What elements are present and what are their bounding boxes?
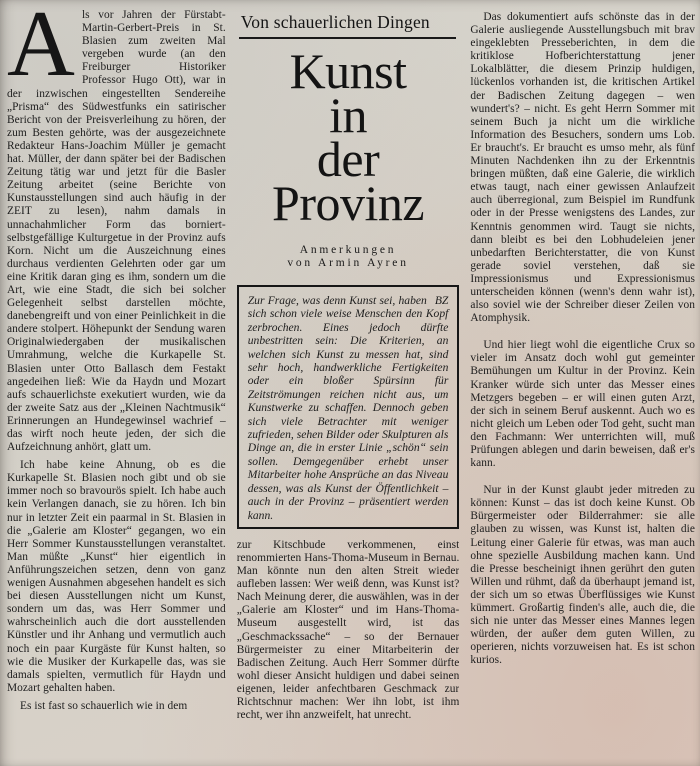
headline-line-4: Provinz (272, 175, 425, 231)
headline (237, 43, 460, 231)
byline-line-1: Anmerkungen (299, 244, 397, 256)
middle-column (237, 9, 460, 766)
paragraph: Nur in der Kunst glaubt jeder mitreden zu können: Kunst – das ist doch keine Kunst. Ob Bürgermeister oder Bilderrahmer: sie alle glauben zu wissen, was Kunst ist, halten die Leitung einer Galerie für etwas, was man auch ohne spezielle Ausbildung machen kann. Und die Presse bescheinigt ihnen gerührt den guten Willen und rühmt, daß da überhaupt jemand ist, der sich um so etwas Überflüssiges wie Kunst kümmert. Großartig finden's alle, auch die, die sich nie unter das Messer eines Mannes legen würden, der außer dem guten Willen, zu operieren, nichts vorzuweisen hat. Es ist schon kurios. (470, 484, 695, 667)
paragraph: Und hier liegt wohl die eigentliche Crux so vieler im Ansatz doch wohl gut gemeinter Bemühungen um Kultur in der Provinz. Kein Kranker würde sich unter das Messer eines Metzgers begeben – er will einen guten Arzt, der sich in seinem Beruf auskennt. Auch wo es nicht gleich um Leben oder Tod geht, sucht man den Fachmann: Wer unterrichten will, muß Prüfungen ablegen und darin beweisen, daß er's kann. (470, 339, 695, 470)
drop-cap-letter: A (7, 9, 75, 96)
editorial-note-box (237, 285, 460, 529)
paragraph-text: ls vor Jahren der Fürstabt-Martin-Gerbert-Preis in St. Blasien zum zweiten Mal vergeben wurde (an den Freiburger Historiker Professor Hugo Ott), war in der inzwischen eingestellten Sendereihe „Prisma“ des Südwestfunks ein satirischer Bericht von der Preisverleihung zu hören, der zum Besten gehörte, was der ausgezeichnete Redakteur Hans-Joachim Müller je gemacht hat. Müller, der dann später bei der Badischen Zeitung tätig war und jetzt für die Basler Zeitung arbeitet (seine Berichte von Kunstausstellungen sind auch häufig in der ZEIT zu lesen), nahm damals in unnachahmlicher Form das borniert-selbstgefällige Kulturgetue in der Provinz aufs Korn. Nicht um die Auszeichnung eines durchaus verdienten Gelehrten oder gar um eine Kritik daran ging es ihm, sondern um die Art, wie eine Stadt, die sich bei solcher Gelegenheit selbst darstellen möchte, danebengreift und von einer Peinlichkeit in die andere stolpert. Höhepunkt der Sendung waren Originalwiedergaben der musikalischen Umrahmung, welche die Kurkapelle St. Blasien unter Otto Ballasch dem Festakt angedeihen ließ: Wie da Haydn und Mozart aufs schauerlichste exekutiert wurden, wie da der zweite Satz aus der „Kleinen Nachtmusik“ Erinnerungen an Hundegewinsel wachrief – das wirft noch heute jeden, der sich die Aufzeichnung anhört, glatt um. (7, 9, 226, 454)
paragraph: Das dokumentiert aufs schönste das in der Galerie ausliegende Ausstellungsbuch mit brav eingeklebten Presseberichten, in dem die kritiklose Hofberichterstattung jener Lokalblätter, die diesem Prinzip huldigen, lückenlos vorhanden ist, die kritischen Artikel der Badischen Zeitung dagegen – wen wundert's? – nicht. Es geht Herrn Sommer mit seinem Buch ja nicht um die wirkliche Information des Besuchers, sondern ums Lob. Er braucht's. Er braucht es umso mehr, als fünf Minuten Nachdenken ihn zu der Erkenntnis bringen müßten, daß eine Galerie, die wirklich etwas taugt, nach einer gewissen Anlaufzeit auch überregional, zum Beispiel im Rundfunk oder in der Presse wenigstens des Landes, zur Kenntnis genommen wird. Taugt sie nichts, dann bleibt es bei den Lobhudeleien jener unbedarften Berichterstatter, die von Kunst gerade soviel verstehen, daß sie Impressionismus und Expressionismus unterscheiden können (wenn's denn wahr ist), also soviel wie der Schreiber dieser Zeilen von Atomphysik. (470, 11, 695, 325)
kicker-text: Von schauerlichen Dingen (240, 12, 430, 32)
editorial-note-text: Zur Frage, was denn Kunst sei, haben sich schon viele weise Menschen den Kopf zerbrochen. Eines jedoch dürfte unbestritten sein: Die Kriterien, an welchen sich Kunst zu messen hat, sind sehr hoch, handwerkliche Fertigkeiten oder ein bloßer Spürsinn für Zeitströmungen reichen nicht aus, um Kunstwerke zu schaffen. Dennoch geben sich viele Betrachter mit weniger zufrieden, sehen Bilder oder Skulpturen als Dinge an, die in erster Linie „schön“ sein sollen. Demgegenüber erhebt unser Mitarbeiter hohe Ansprüche an das Niveau dessen, was als Kunst der Öffentlichkeit – auch in der Provinz – präsentiert werden kann. (247, 294, 449, 522)
headline-line-1: Kunst (289, 43, 407, 99)
paragraph-continued-to-middle: Es ist fast so schauerlich wie in dem (20, 699, 188, 712)
paragraph-dropcap (7, 9, 226, 454)
headline-line-3: der (316, 131, 380, 187)
right-column (470, 9, 695, 766)
byline-line-2: von Armin Ayren (287, 257, 409, 269)
editorial-signature: BZ (434, 294, 449, 307)
headline-line-2: in (329, 87, 367, 143)
paragraph: Ich habe keine Ahnung, ob es die Kurkapelle St. Blasien noch gibt und ob sie immer noch so bravourös spielt. Ich habe auch kein Verlangen danach, sie zu hören. Ich bin nur in letzter Zeit ein paarmal in St. Blasien in die „Galerie am Kloster“ gegangen, wo ein Herr Sommer Kunstausstellungen veranstaltet. Man müßte „Kunst“ hier eigentlich in Anführungszeichen setzen, denn von ganz wenigen Ausnahmen abgesehen handelt es sich bei diesen Ausstellungen nicht um Kunst, sondern um das, was Herr Sommer und wahrscheinlich auch die dort ausstellenden Künstler und ihr Anhang und vermutlich auch noch ein paar Kurgäste für Kunst halten, so wie die Musiker der Kurkapelle das, was sie damals spielten, vermutlich für Haydn und Mozart gehalten haben. (7, 459, 226, 694)
byline (237, 244, 460, 270)
paragraph-continuation: zur Kitschbude verkommenen, einst renommierten Hans-Thoma-Museum in Bernau. Man könnte nun den alten Streit wieder aufleben lassen: Wer weiß denn, was Kunst ist? Nach Meinung derer, die auswählen, was in der „Galerie am Kloster“ und im Hans-Thoma-Museum ausgestellt wird, ist das „Geschmackssache“ – so der Bernauer Bürgermeister zu einer Mitarbeiterin der Badischen Zeitung. Auch Herr Sommer dürfte wohl dieser Ansicht huldigen und dabei seinen eigenen, leider anfechtbaren Geschmack zur Richtschnur machen: Wer ihn lobt, ist ihm recht, wer ihn anzweifelt, hat unrecht. (236, 538, 460, 722)
left-column (7, 9, 226, 766)
kicker-rule (239, 10, 457, 39)
